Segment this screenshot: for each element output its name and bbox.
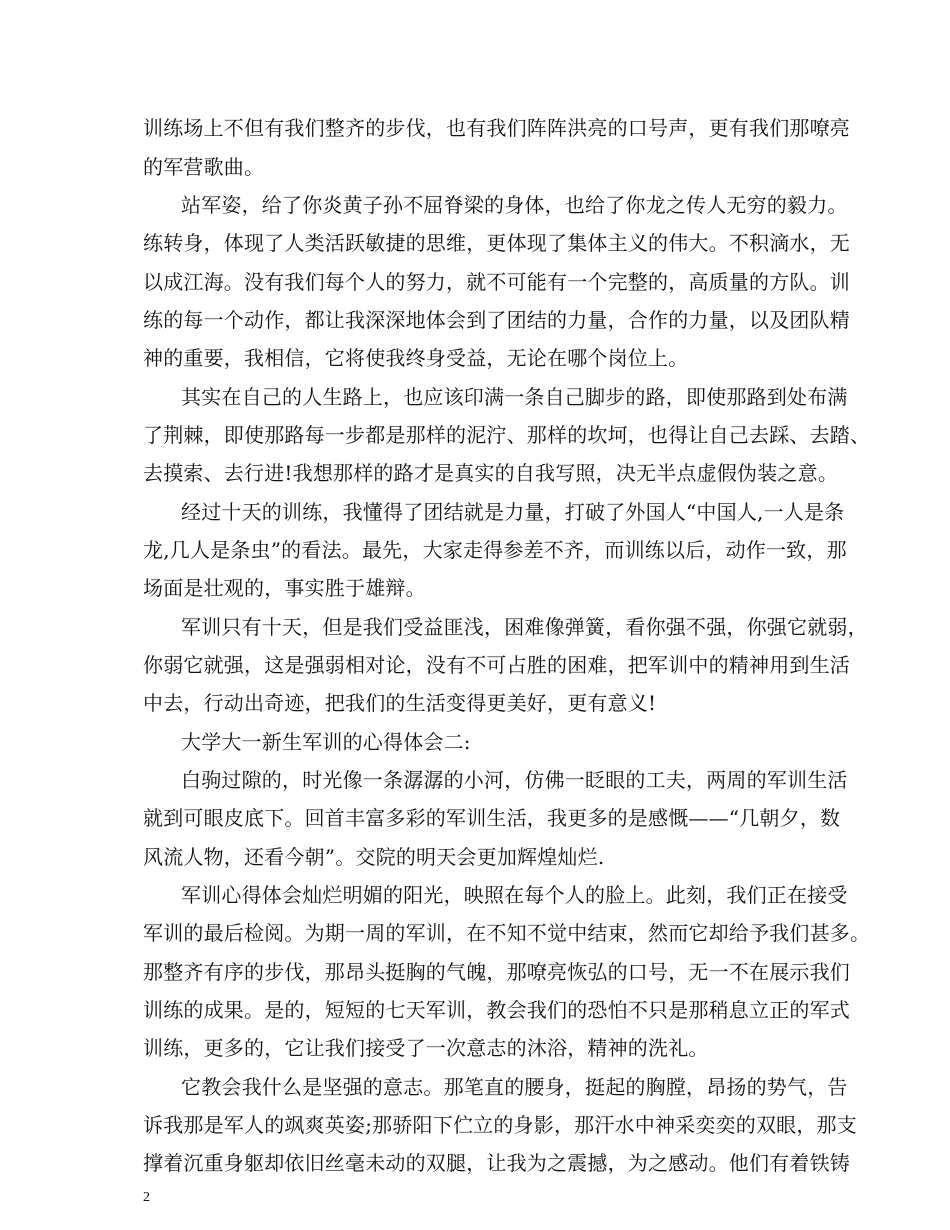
text-line: 场面是壮观的，事实胜于雄辩。 <box>143 576 426 600</box>
text-line: 神的重要，我相信，它将使我终身受益，无论在哪个岗位上。 <box>143 346 689 370</box>
page-number: 2 <box>143 1190 150 1205</box>
text-line: 练转身，体现了人类活跃敏捷的思维，更体现了集体主义的伟大。不积滴水，无 <box>143 231 850 255</box>
text-line: 中去，行动出奇迹，把我们的生活变得更美好，更有意义! <box>143 691 657 715</box>
text-line: 练的每一个动作，都让我深深地体会到了团结的力量，合作的力量，以及团队精 <box>143 308 850 332</box>
text-line: 诉我那是军人的飒爽英姿;那骄阳下伫立的身影，那汗水中神采奕奕的双眼，那支 <box>143 1113 857 1137</box>
text-line: 的军营歌曲。 <box>143 155 265 179</box>
paragraph-first-line: 经过十天的训练，我懂得了团结就是力量，打破了外国人“中国人,一人是条 <box>181 500 845 524</box>
text-line: 训练场上不但有我们整齐的步伐，也有我们阵阵洪亮的口号声，更有我们那嘹亮 <box>143 116 850 140</box>
text-line: 撑着沉重身躯却依旧丝毫未动的双腿，让我为之震撼，为之感动。他们有着铁铸 <box>143 1151 850 1175</box>
text-line: 你弱它就强，这是强弱相对论，没有不可占胜的困难，把军训中的精神用到生活 <box>143 653 850 677</box>
paragraph-first-line: 白驹过隙的，时光像一条潺潺的小河，仿佛一眨眼的工夫，两周的军训生活 <box>181 768 848 792</box>
text-line: 以成江海。没有我们每个人的努力，就不可能有一个完整的，高质量的方队。训 <box>143 270 850 294</box>
text-line: 风流人物，还看今朝”。交院的明天会更加辉煌灿烂. <box>143 845 605 869</box>
text-line: 去摸索、去行进!我想那样的路才是真实的自我写照，决无半点虚假伪装之意。 <box>143 461 839 485</box>
text-line: 龙,几人是条虫”的看法。最先，大家走得参差不齐，而训练以后，动作一致，那 <box>143 538 847 562</box>
paragraph-first-line: 军训心得体会灿烂明媚的阳光，映照在每个人的脸上。此刻，我们正在接受 <box>181 883 848 907</box>
paragraph-first-line: 站军姿，给了你炎黄子孙不屈脊梁的身体，也给了你龙之传人无穷的毅力。 <box>181 193 848 217</box>
text-line: 军训的最后检阅。为期一周的军训，在不知不觉中结束，然而它却给予我们甚多。 <box>143 921 871 945</box>
text-line: 训练的成果。是的，短短的七天军训，教会我们的恐怕不只是那稍息立正的军式 <box>143 998 850 1022</box>
paragraph-first-line: 其实在自己的人生路上，也应该印满一条自己脚步的路，即使那路到处布满 <box>181 385 848 409</box>
text-line: 那整齐有序的步伐，那昂头挺胸的气魄，那嘹亮恢弘的口号，无一不在展示我们 <box>143 960 850 984</box>
text-line: 了荆棘，即使那路每一步都是那样的泥泞、那样的坎坷，也得让自己去踩、去踏、 <box>143 423 871 447</box>
text-line: 就到可眼皮底下。回首丰富多彩的军训生活，我更多的是感慨——“几朝夕，数 <box>143 806 841 830</box>
paragraph-first-line: 它教会我什么是坚强的意志。那笔直的腰身，挺起的胸膛，昂扬的势气，告 <box>181 1075 848 1099</box>
text-line: 训练，更多的，它让我们接受了一次意志的沐浴，精神的洗礼。 <box>143 1036 709 1060</box>
section-heading: 大学大一新生军训的心得体会二: <box>181 730 471 754</box>
paragraph-first-line: 军训只有十天，但是我们受益匪浅，困难像弹簧，看你强不强，你强它就弱， <box>181 615 868 639</box>
